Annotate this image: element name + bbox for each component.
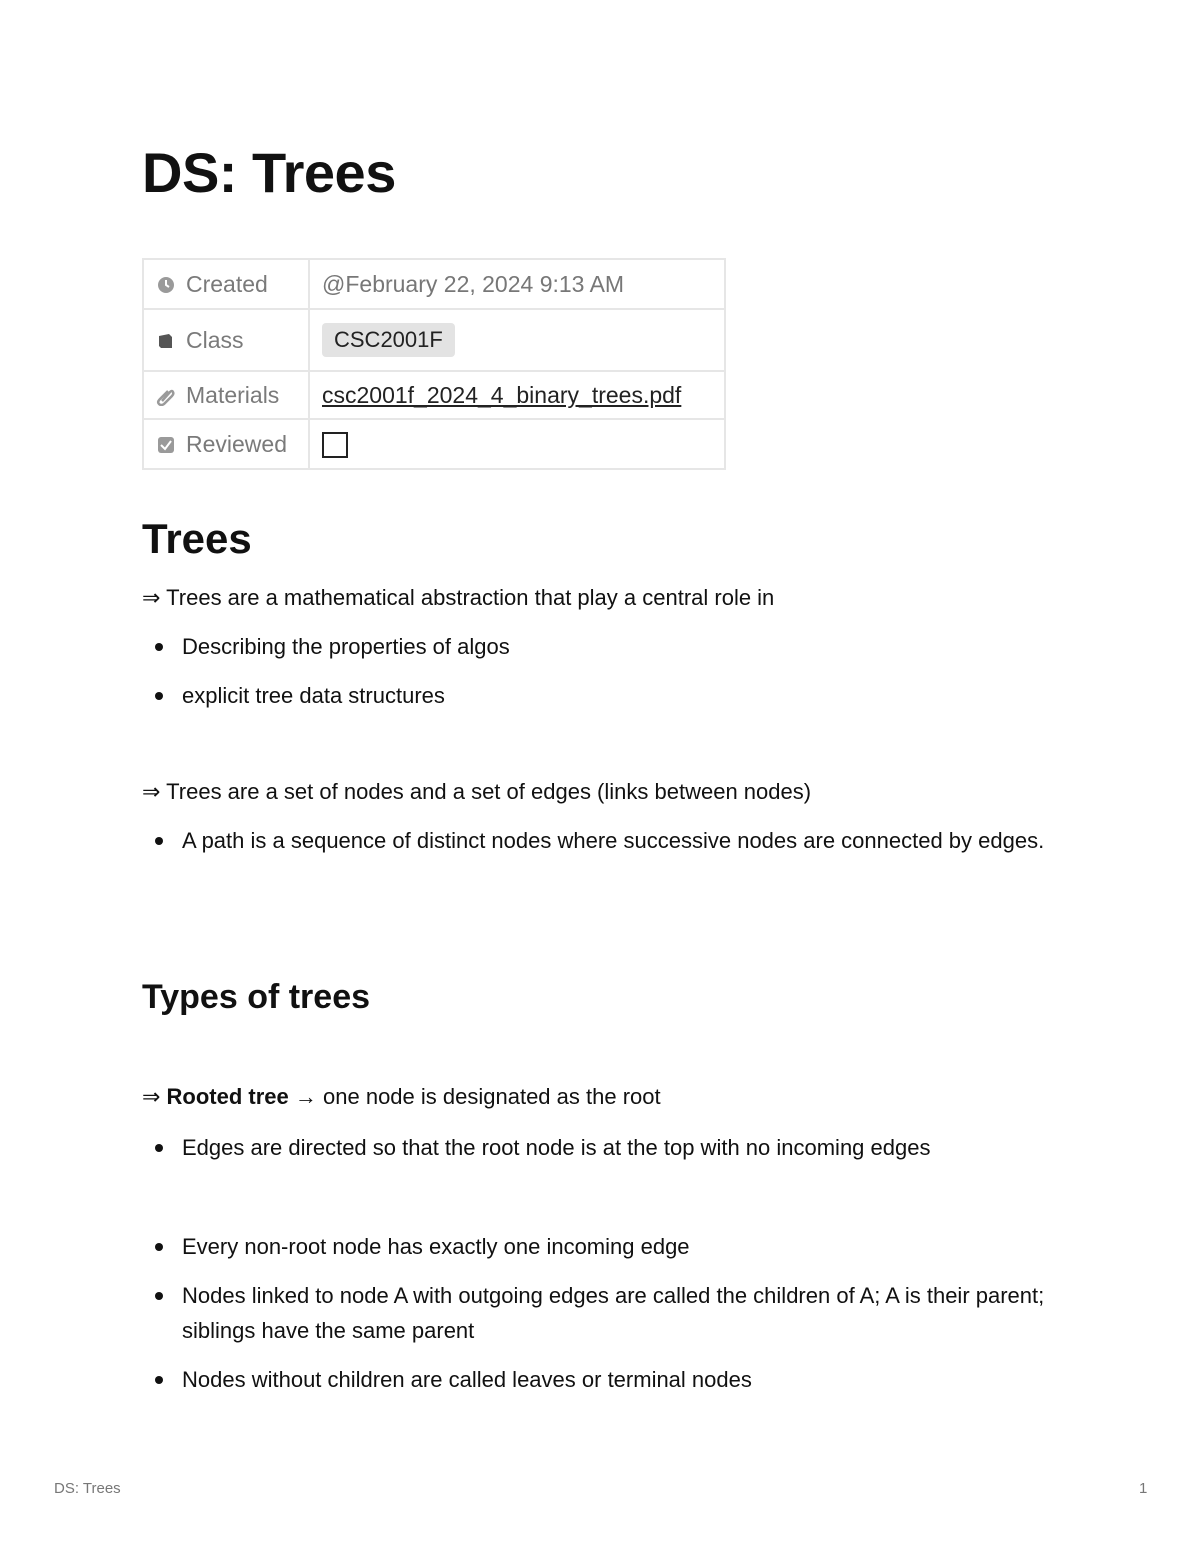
class-tag[interactable]: CSC2001F <box>322 323 455 357</box>
list-item: Nodes without children are called leaves or terminal nodes <box>182 1362 1072 1397</box>
property-key: Created <box>186 270 268 297</box>
list-item: explicit tree data structures <box>182 678 1072 713</box>
property-reviewed <box>143 419 725 469</box>
property-key: Reviewed <box>186 430 287 457</box>
properties-table <box>142 258 726 470</box>
page-number: 1 <box>1139 1480 1148 1497</box>
section-heading-trees: Trees <box>142 515 252 562</box>
paperclip-icon <box>156 386 176 406</box>
created-date: @February 22, 2024 9:13 AM <box>322 270 625 297</box>
property-materials <box>143 371 725 419</box>
list-item: Edges are directed so that the root node is at the top with no incoming edges <box>182 1130 1072 1165</box>
clock-icon <box>156 275 176 295</box>
section-heading-types: Types of trees <box>142 978 371 1016</box>
paragraph: ⇒ Trees are a mathematical abstraction that play a central role in <box>142 585 775 610</box>
tag-icon <box>156 331 176 351</box>
property-key: Class <box>186 326 244 353</box>
property-created <box>143 259 725 309</box>
term-rooted-tree: Rooted tree <box>166 1084 289 1109</box>
paragraph-rooted-tree: ⇒ Rooted tree → one node is designated as the root <box>142 1084 661 1109</box>
list-item: Describing the properties of algos <box>182 629 1072 664</box>
list-item: Every non-root node has exactly one incoming edge <box>182 1229 1072 1264</box>
page-title: DS: Trees <box>142 141 396 204</box>
paragraph: ⇒ Trees are a set of nodes and a set of edges (links between nodes) <box>142 779 812 804</box>
materials-link[interactable]: csc2001f_2024_4_binary_trees.pdf <box>322 381 682 408</box>
property-key: Materials <box>186 381 280 408</box>
checkbox-icon <box>156 435 176 455</box>
list-item: A path is a sequence of distinct nodes where successive nodes are connected by edges. <box>182 823 1072 858</box>
footer-title: DS: Trees <box>54 1480 121 1497</box>
reviewed-checkbox[interactable] <box>322 432 348 458</box>
property-class <box>143 309 725 371</box>
list-item: Nodes linked to node A with outgoing edges are called the children of A; A is their parent; siblings have the same parent <box>182 1278 1072 1348</box>
